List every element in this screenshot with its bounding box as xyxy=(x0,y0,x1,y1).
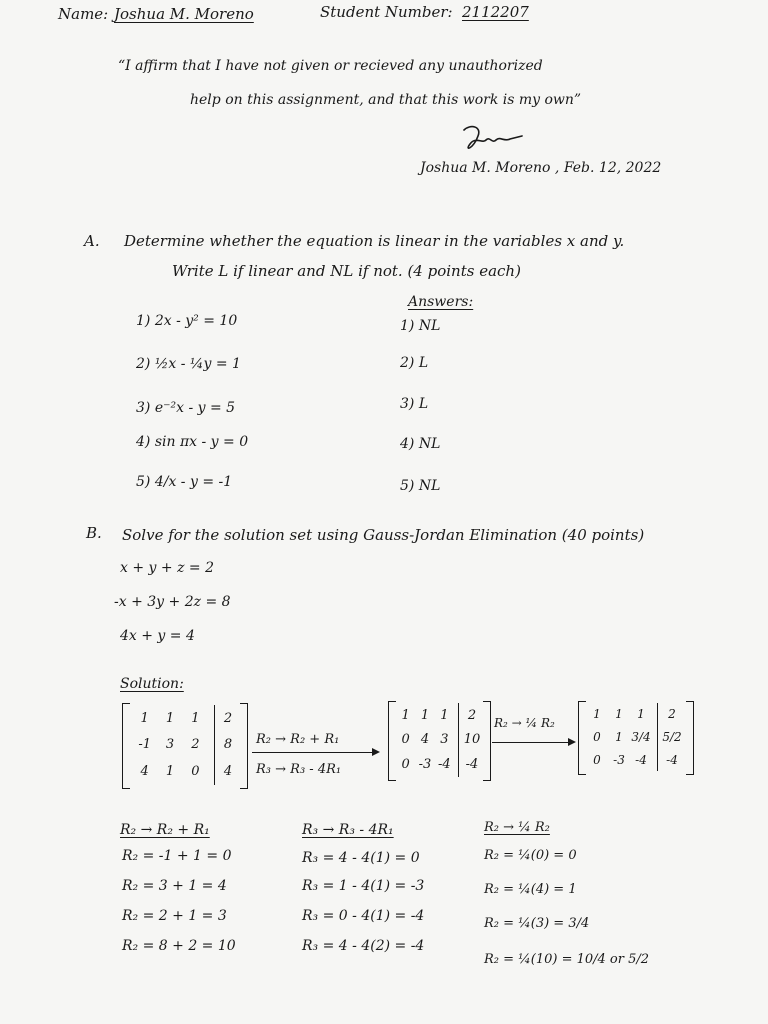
answer-3: 3) L xyxy=(400,396,429,412)
section-b-instruction: Solve for the solution set using Gauss-Jordan Elimination (40 points) xyxy=(122,526,645,544)
system-eq-2: -x + 3y + 2z = 8 xyxy=(114,594,231,610)
m2-r1c4: 2 xyxy=(467,707,477,723)
m1-r3c2: 1 xyxy=(165,764,175,780)
affirmation-line-2: help on this assignment, and that this work is my own” xyxy=(190,92,582,108)
work-col2-line3: R₃ = 0 - 4(1) = -4 xyxy=(302,908,425,924)
m3-r1c3: 1 xyxy=(637,707,645,722)
answer-4: 4) NL xyxy=(400,436,441,452)
section-a-letter: A. xyxy=(84,232,100,250)
matrix2-left-bracket xyxy=(388,701,396,781)
m1-r2c3: 2 xyxy=(191,737,200,753)
matrix1-constants xyxy=(218,705,238,785)
operation-2-label: R₂ → ¼ R₂ xyxy=(494,716,555,730)
signature-name-date: Joshua M. Moreno , Feb. 12, 2022 xyxy=(420,160,662,176)
student-number-value: 2112207 xyxy=(462,3,529,21)
matrix2-constants xyxy=(461,703,483,777)
matrix1-augment-bar xyxy=(214,705,215,785)
m1-r3c4: 4 xyxy=(223,764,233,780)
operation-1-bottom: R₃ → R₃ - 4R₁ xyxy=(256,762,342,777)
m2-r3c3: -4 xyxy=(437,757,451,773)
answer-1: 1) NL xyxy=(400,318,441,334)
m3-r3c1: 0 xyxy=(593,752,601,767)
m1-r1c3: 1 xyxy=(191,710,200,726)
work-col1-line3: R₂ = 2 + 1 = 3 xyxy=(122,908,227,924)
m1-r3c1: 4 xyxy=(140,764,149,780)
answer-5: 5) NL xyxy=(400,478,441,494)
m3-r1c1: 1 xyxy=(593,707,601,722)
m1-r1c4: 2 xyxy=(223,710,233,726)
equation-2: 2) ½x - ¼y = 1 xyxy=(136,356,241,372)
operation-1-top: R₂ → R₂ + R₁ xyxy=(256,732,340,747)
m3-r2c2: 1 xyxy=(615,729,623,744)
m2-r1c3: 1 xyxy=(440,707,449,723)
matrix2-right-bracket xyxy=(483,701,491,781)
m1-r2c2: 3 xyxy=(165,737,175,753)
work-col1-line2: R₂ = 3 + 1 = 4 xyxy=(122,878,227,894)
matrix3-right-bracket xyxy=(686,701,694,775)
m2-r2c3: 3 xyxy=(440,732,449,748)
matrix1-left-bracket xyxy=(122,703,130,789)
m2-r3c1: 0 xyxy=(401,757,410,773)
solution-label: Solution: xyxy=(120,676,184,692)
m1-r3c3: 0 xyxy=(191,764,200,780)
matrix3-augment-bar xyxy=(657,703,658,771)
student-number-label: Student Number: xyxy=(320,3,453,21)
equation-4: 4) sin πx - y = 0 xyxy=(136,434,249,450)
matrix3-constants xyxy=(660,703,684,771)
name-value: Joshua M. Moreno xyxy=(114,5,254,23)
m3-r2c4: 5/2 xyxy=(662,729,682,744)
work-col3-line3: R₂ = ¼(3) = 3/4 xyxy=(484,916,590,931)
work-col1-heading: R₂ → R₂ + R₁ xyxy=(120,822,210,838)
m2-r2c4: 10 xyxy=(463,732,481,748)
m3-r2c3: 3/4 xyxy=(631,729,651,744)
m2-r1c1: 1 xyxy=(401,707,410,723)
m3-r1c2: 1 xyxy=(615,707,623,722)
m2-r3c2: -3 xyxy=(418,757,432,773)
matrix1-coefficients xyxy=(132,705,208,785)
affirmation-line-1: “I affirm that I have not given or recieved any unauthorized xyxy=(118,58,543,74)
system-eq-3: 4x + y = 4 xyxy=(120,628,195,644)
matrix3-left-bracket xyxy=(578,701,586,775)
equation-3: 3) e⁻²x - y = 5 xyxy=(136,400,236,416)
m1-r2c1: -1 xyxy=(138,737,151,753)
m3-r1c4: 2 xyxy=(668,707,676,722)
work-col2-line4: R₃ = 4 - 4(2) = -4 xyxy=(302,938,425,954)
operation-1-arrowhead xyxy=(372,748,380,756)
work-col1-line4: R₂ = 8 + 2 = 10 xyxy=(122,938,236,954)
matrix1-right-bracket xyxy=(240,703,248,789)
section-b-letter: B. xyxy=(86,524,102,542)
operation-1-arrow xyxy=(252,752,372,753)
section-a-instruction-2: Write L if linear and NL if not. (4 points each) xyxy=(172,262,521,280)
m1-r1c2: 1 xyxy=(165,710,175,726)
m2-r3c4: -4 xyxy=(465,757,479,773)
equation-1: 1) 2x - y² = 10 xyxy=(136,313,238,329)
answer-2: 2) L xyxy=(400,355,429,371)
answers-label: Answers: xyxy=(408,294,474,310)
section-a-instruction-1: Determine whether the equation is linear in the variables x and y. xyxy=(124,232,625,250)
equation-5: 5) 4/x - y = -1 xyxy=(136,474,233,490)
system-eq-1: x + y + z = 2 xyxy=(120,560,214,576)
operation-2-arrowhead xyxy=(568,738,576,746)
matrix2-augment-bar xyxy=(458,703,459,777)
m2-r1c2: 1 xyxy=(420,707,430,723)
matrix3-coefficients xyxy=(586,703,652,771)
m1-r1c1: 1 xyxy=(140,710,149,726)
work-col3-line4: R₂ = ¼(10) = 10/4 or 5/2 xyxy=(484,952,650,967)
m1-r2c4: 8 xyxy=(223,737,233,753)
m3-r3c2: -3 xyxy=(613,752,625,767)
operation-2-arrow xyxy=(492,742,568,743)
work-col3-heading: R₂ → ¼ R₂ xyxy=(484,820,550,835)
work-col2-line1: R₃ = 4 - 4(1) = 0 xyxy=(302,850,420,866)
m3-r2c1: 0 xyxy=(593,729,601,744)
m2-r2c1: 0 xyxy=(401,732,410,748)
work-col1-line1: R₂ = -1 + 1 = 0 xyxy=(122,848,232,864)
matrix2-coefficients xyxy=(396,703,454,777)
work-col2-line2: R₃ = 1 - 4(1) = -3 xyxy=(302,878,425,894)
m3-r3c3: -4 xyxy=(635,752,647,767)
signature-mark xyxy=(460,122,530,162)
work-col3-line2: R₂ = ¼(4) = 1 xyxy=(484,882,577,897)
m3-r3c4: -4 xyxy=(666,752,678,767)
work-col2-heading: R₃ → R₃ - 4R₁ xyxy=(302,822,394,838)
m2-r2c2: 4 xyxy=(420,732,430,748)
name-label: Name: xyxy=(58,5,109,23)
work-col3-line1: R₂ = ¼(0) = 0 xyxy=(484,848,577,863)
